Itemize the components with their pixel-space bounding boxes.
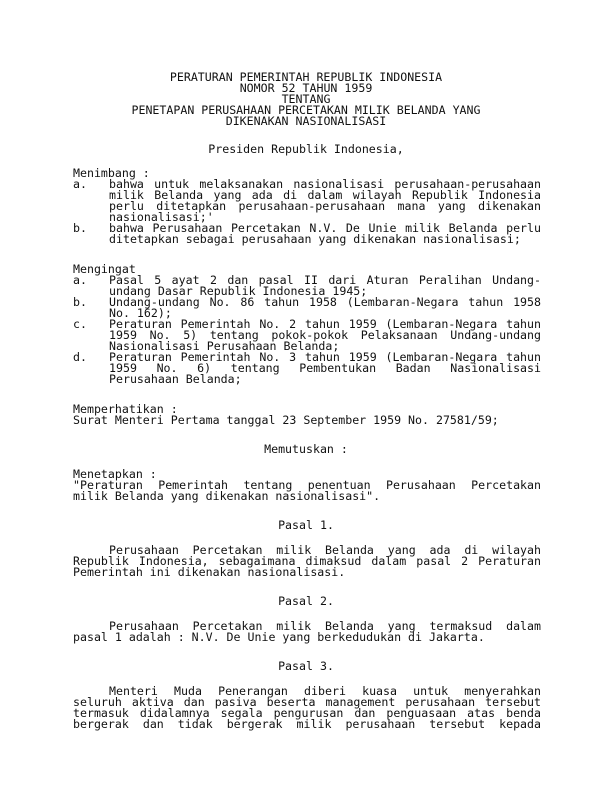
paragraph-line: bergerak dan tidak bergerak milik perusahaan tersebut kepada [73, 717, 541, 731]
list-item-line: undang Dasar Republik Indonesia 1945; [109, 284, 368, 298]
list-item-line: Peraturan Pemerintah No. 3 tahun 1959 (Lembaran-Negara tahun [109, 350, 541, 364]
list-item-line: perlu ditetapkan perusahaan-perusahaan mana yang dikenakan [109, 199, 541, 213]
list-item-line: bahwa untuk melaksanakan nasionalisasi perusahaan-perusahaan [109, 177, 541, 191]
paragraph-line: Menteri Muda Penerangan diberi kuasa untuk menyerahkan [109, 684, 541, 698]
list-marker: b. [73, 221, 87, 235]
list-marker: a. [73, 273, 87, 287]
title-line: NOMOR 52 TAHUN 1959 [239, 81, 373, 95]
text-line: milik Belanda yang dikenakan nasionalisasi". [73, 489, 381, 503]
text-line: Surat Menteri Pertama tanggal 23 September 1959 No. 27581/59; [73, 413, 499, 427]
paragraph-line: Perusahaan Percetakan milik Belanda yang ada di wilayah [109, 543, 541, 557]
list-item-line: nasionalisasi;' [109, 210, 214, 224]
pasal-heading: Pasal 3. [278, 659, 334, 673]
title-line: PERATURAN PEMERINTAH REPUBLIK INDONESIA [169, 70, 443, 84]
list-item-line: Pasal 5 ayat 2 dan pasal II dari Aturan Peralihan Undang- [109, 273, 541, 287]
list-item-line: Peraturan Pemerintah No. 2 tahun 1959 (Lembaran-Negara tahun [109, 317, 541, 331]
title-line: PENETAPAN PERUSAHAAN PERCETAKAN MILIK BELANDA YANG [131, 103, 481, 117]
list-item-line: Nasionalisasi Perusahaan Belanda; [109, 339, 340, 353]
list-marker: a. [73, 177, 87, 191]
list-item-line: ditetapkan sebagai perusahaan yang dikenakan nasionalisasi; [109, 232, 521, 246]
list-item-line: No. 162); [109, 306, 172, 320]
section-label: Menimbang : [73, 166, 150, 180]
paragraph-line: termasuk didalamnya segala pengurusan dan penguasaan atas benda [73, 706, 541, 720]
paragraph-line: Perusahaan Percetakan milik Belanda yang termaksud dalam [109, 619, 541, 633]
list-marker: b. [73, 295, 87, 309]
list-item-line: milik Belanda yang ada di dalam wilayah Republik Indonesia [109, 188, 541, 202]
section-label: Menetapkan : [73, 467, 157, 481]
title-line: TENTANG [281, 92, 331, 106]
paragraph-line: Republik Indonesia, sebagaimana dimaksud dalam pasal 2 Peraturan [73, 554, 541, 568]
pasal-heading: Pasal 1. [278, 518, 334, 532]
paragraph-line: Pemerintah ini dikenakan nasionalisasi. [73, 565, 346, 579]
list-item-line: 1959 No. 5) tentang pokok-pokok Pelaksanaan Undang-undang [109, 328, 541, 342]
list-item-line: Undang-undang No. 86 tahun 1958 (Lembaran-Negara tahun 1958 [109, 295, 541, 309]
list-marker: c. [73, 317, 87, 331]
list-item-line: Perusahaan Belanda; [109, 372, 242, 386]
list-item-line: 1959 No. 6) tentang Pembentukan Badan Nasionalisasi [109, 361, 541, 375]
paragraph-line: pasal 1 adalah : N.V. De Unie yang berkedudukan di Jakarta. [73, 630, 485, 644]
text-line: "Peraturan Pemerintah tentang penentuan Perusahaan Percetakan [73, 478, 541, 492]
section-heading: Memutuskan : [264, 442, 348, 456]
pasal-heading: Pasal 2. [278, 594, 334, 608]
list-item-line: bahwa Perusahaan Percetakan N.V. De Unie milik Belanda perlu [109, 221, 541, 235]
paragraph-line: seluruh aktiva dan pasiva beserta management perusahaan tersebut [73, 695, 541, 709]
salutation: Presiden Republik Indonesia, [208, 142, 404, 156]
title-line: DIKENAKAN NASIONALISASI [225, 114, 387, 128]
section-label: Memperhatikan : [73, 402, 178, 416]
section-label: Mengingat [73, 262, 136, 276]
list-marker: d. [73, 350, 87, 364]
